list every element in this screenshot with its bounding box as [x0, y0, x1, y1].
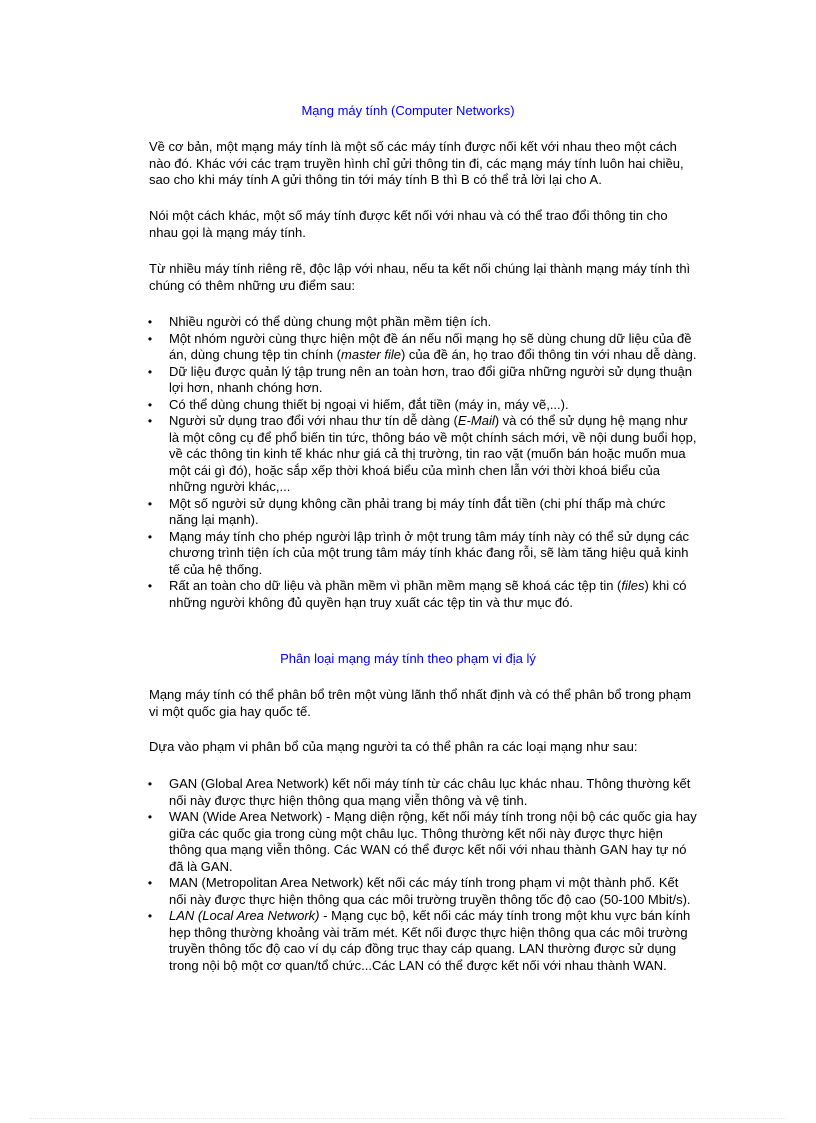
network-types-list [149, 776, 697, 974]
list-item: • Mạng máy tính cho phép người lập trình ở một trung tâm máy tính này có thể sử dụng các chương trình tiện ích của một trung tâm máy tính khác đang rỗi, sẽ làm tăng hiệu quả kinh tế của hệ thống. [149, 529, 697, 579]
bullet-icon: • [147, 414, 153, 428]
distribution-paragraph: Mạng máy tính có thể phân bổ trên một vùng lãnh thổ nhất định và có thể phân bổ trong phạm vi một quốc gia hay quốc tế. [149, 687, 692, 719]
advantages-list [149, 314, 697, 611]
list-item: • Rất an toàn cho dữ liệu và phần mềm vì phần mềm mạng sẽ khoá các tệp tin (files) khi có những người không đủ quyền hạn truy xuất các tệp tin và thư mục đó. [149, 578, 697, 611]
list-item: • MAN (Metropolitan Area Network) kết nối các máy tính trong phạm vi một thành phố. Kết nối này được thực hiện thông qua các môi trường truyền thông tốc độ cao (50-100 Mbit/s). [149, 875, 697, 908]
intro-paragraph: Về cơ bản, một mạng máy tính là một số các máy tính được nối kết với nhau theo một cách nào đó. Khác với các trạm truyền hình chỉ gửi thông tin đi, các mạng máy tính luôn hai chiều, sao cho khi máy tính A gửi thông tin tới máy tính B thì B có thể trả lời lại cho A. [149, 139, 684, 187]
page-title: Mạng máy tính (Computer Networks) [301, 103, 515, 118]
bullet-icon: • [147, 777, 153, 791]
bullet-icon: • [147, 496, 153, 511]
bullet-icon: • [147, 529, 153, 544]
list-item: • WAN (Wide Area Network) - Mạng diện rộng, kết nối máy tính trong nội bộ các quốc gia hay giữa các quốc gia trong cùng một châu lục. Thông thường kết nối này được thực hiện thông qua mạng viễn thông. Các WAN có thể được kết nối với nhau thành GAN hay tự nó đã là GAN. [149, 809, 697, 875]
list-item: • Nhiều người có thể dùng chung một phần mềm tiện ích. [149, 314, 697, 331]
advantages-intro-paragraph: Từ nhiều máy tính riêng rẽ, độc lập với nhau, nếu ta kết nối chúng lại thành mạng máy tính thì chúng có thêm những ưu điểm sau: [149, 261, 691, 293]
bullet-icon: • [147, 579, 153, 593]
list-item: • Một nhóm người cùng thực hiện một đề án nếu nối mạng họ sẽ dùng chung dữ liệu của đề án, dùng chung tệp tin chính (master file) của đề án, họ trao đổi thông tin với nhau dễ dàng. [149, 331, 697, 364]
bullet-icon: • [147, 909, 153, 923]
list-item: • Một số người sử dụng không cần phải trang bị máy tính đắt tiền (chi phí thấp mà chức năng lại mạnh). [149, 496, 697, 529]
network-types-intro-paragraph: Dựa vào phạm vi phân bổ của mạng người ta có thể phân ra các loại mạng như sau: [149, 739, 638, 754]
bullet-icon: • [147, 397, 153, 412]
list-item: • Dữ liệu được quản lý tập trung nên an toàn hơn, trao đổi giữa những người sử dụng thuận lợi hơn, nhanh chóng hơn. [149, 364, 697, 397]
bullet-icon: • [147, 810, 153, 824]
bullet-icon: • [147, 315, 153, 329]
page-bottom-divider [30, 1118, 786, 1119]
list-item: • Người sử dụng trao đổi với nhau thư tín dễ dàng (E-Mail) và có thể sử dụng hệ mạng như là một công cụ để phổ biến tin tức, thông báo về một chính sách mới, về nội dung buổi họp, về các thông tin kinh tế khác như giá cả thị trường, tin rao vặt (muốn bán hoặc muốn mua một cái gì đó), hoặc sắp xếp thời khoá biểu của mình chen lẫn với thời khoá biểu của những người khác,... [149, 413, 697, 496]
list-item: • LAN (Local Area Network) - Mạng cục bộ, kết nối các máy tính trong một khu vực bán kính hẹp thông thường khoảng vài trăm mét. Kết nối được thực hiện thông qua các môi trường truyền thông tốc độ cao ví dụ cáp đồng trục thay cáp quang. LAN thường được sử dụng trong nội bộ một cơ quan/tổ chức...Các LAN có thể được kết nối với nhau thành WAN. [149, 908, 697, 974]
list-item: • GAN (Global Area Network) kết nối máy tính từ các châu lục khác nhau. Thông thường kết nối này được thực hiện thông qua mạng viễn thông và vệ tinh. [149, 776, 697, 809]
definition-paragraph: Nói một cách khác, một số máy tính được kết nối với nhau và có thể trao đổi thông tin cho nhau gọi là mạng máy tính. [149, 208, 668, 240]
bullet-icon: • [147, 876, 153, 890]
section-title: Phân loại mạng máy tính theo phạm vi địa lý [280, 651, 536, 666]
bullet-icon: • [147, 364, 153, 379]
bullet-icon: • [147, 331, 153, 346]
list-item: • Có thể dùng chung thiết bị ngoại vi hiếm, đắt tiền (máy in, máy vẽ,...). [149, 397, 697, 414]
